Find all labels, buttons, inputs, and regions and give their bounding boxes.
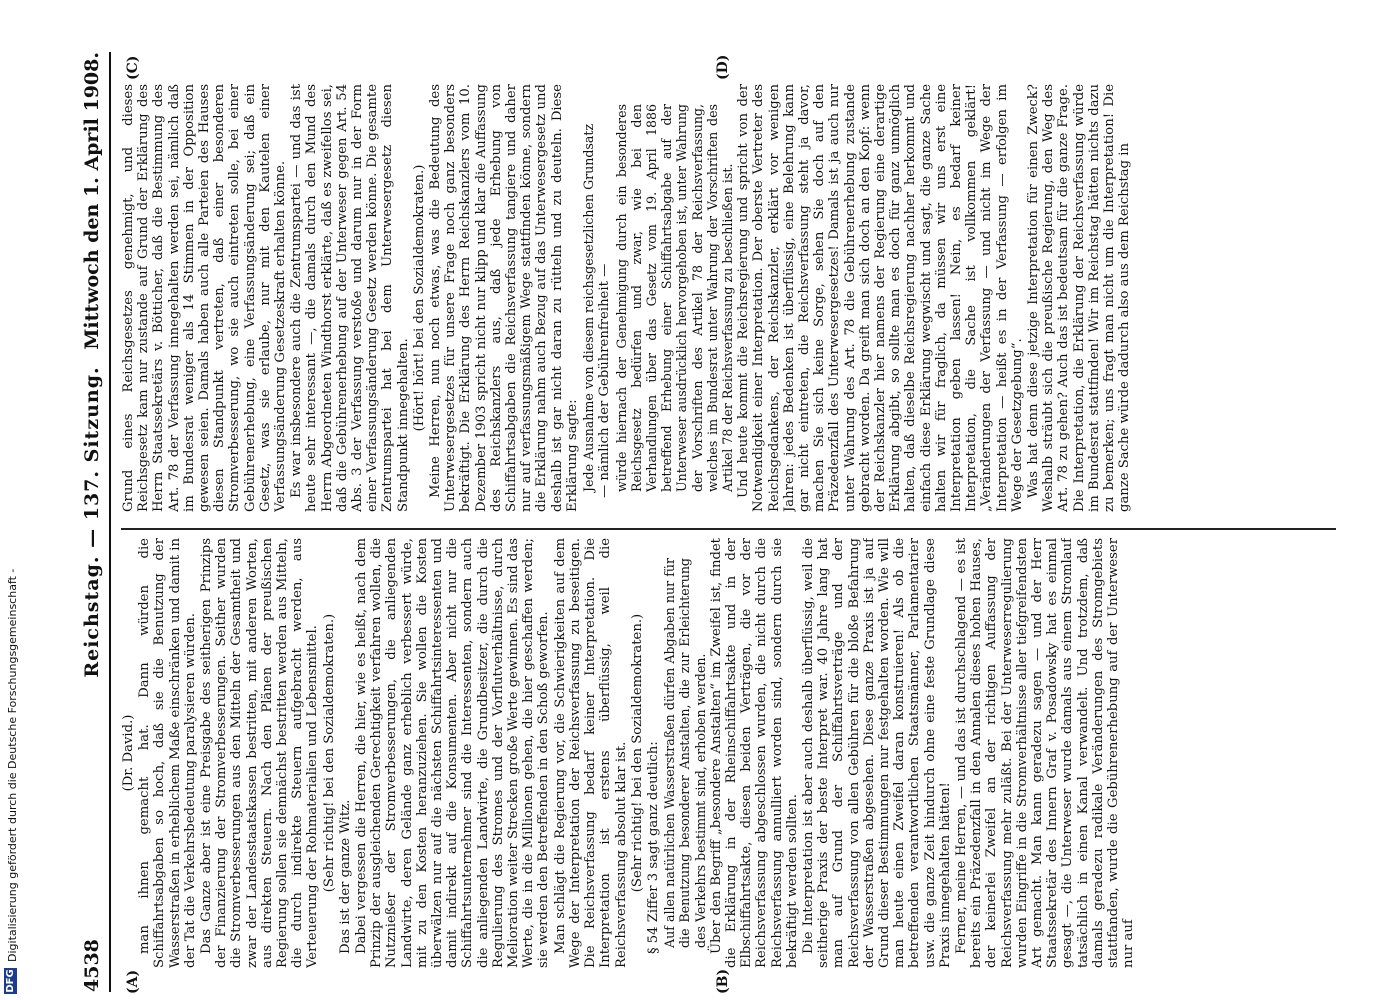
- paragraph: man ihnen gemacht hat. Dann würden die Schiffahrtsabgaben so hoch, daß sie die Benutzung der Wasserstraßen in erheblichem Maße einschränken und damit in der Tat die Verkehrsbedeutung paralysieren würden.: [137, 538, 198, 968]
- paragraph: Man schlägt die Regierung vor, die Schwierigkeiten auf dem Wege der Interpretation der Reichsverfassung zu beseitigen. Die Reichsverfassung bedarf keiner Interpretation. Die Interpretation ist erstens überflüssig, weil die Reichsverfassung absolut klar ist.: [552, 538, 629, 968]
- margin-marker-b: (B): [715, 968, 731, 994]
- paragraph: Grund eines Reichsgesetzes genehmigt, und dieses Reichsgesetz kam nur zustande auf Grund der Erklärung des Herrn Staatssekretärs v. Bötticher, daß die Bestimmung des Art. 78 der Verfassung innegehalten werden sei, nämlich daß im Bundesrat weniger als 14 Stimmen in der Opposition gewesen seien. Damals haben auch alle Parteien des Hauses diesen Standpunkt vertreten, daß einer besonderen Stromverbesserung, wo sie auch eintreten solle, bei einer Gebührenerhebung, eine Verfassungsänderung sei; daß ein Gesetz, was sie erlaube, nur mit den Kautelen einer Verfassungsänderung Gesetzeskraft erhalten könne.: [121, 84, 289, 512]
- newspaper-page: [75, 52, 1345, 992]
- paragraph: Es war insbesondere auch die Zentrumspartei — und das ist heute sehr interessant —, die damals durch den Mund des Herrn Abgeordneten Windthorst erklärte, daß es zweifellos sei, daß die Gebührenerhebung auf der Unterweser gegen Art. 54 Abs. 3 der Verfassung verstoße und darum nur in der Form einer Verfassungsänderung Gesetz werden könne. Die gesamte Zentrumspartei hat bei dem Unterwesergesetz diesen Standpunkt innegehalten.: [289, 84, 411, 512]
- paragraph: Das ist der ganze Witz.: [337, 799, 353, 954]
- session-date: Mittwoch den 1. April 1908.: [81, 52, 103, 350]
- block-quote: würde hiernach der Genehmigung durch ein besonderes Reichsgesetz bedürfen und zwar, wie bei den Verhandlungen über das Gesetz vom 19. April 1886 betreffend Erhebung einer Schiffahrtsabgabe auf der Unterweser ausdrücklich hervorgehoben ist, unter Wahrung der Vorschriften des Artikel 78 der Reichsverfassung, welches im Bundesrat unter Wahrung der Vorschriften des Artikel 78 der Reichsverfassung zu beschließen ist.: [613, 104, 735, 492]
- margin-marker-a: (A): [125, 969, 141, 994]
- footer-text: Digitalisierung gefördert durch die Deutsche Forschungsgemeinschaft -: [6, 568, 19, 962]
- margin-marker-c: (C): [125, 55, 141, 80]
- paragraph: Das Ganze aber ist eine Preisgabe des seitherigen Prinzips der Finanzierung der Stromverbesserungen. Seither wurden die Stromverbesserungen aus den Mitteln der Gesamtheit und zwar der Landesstaatskassen bestritten, mit anderen Worten, aus direkten Steuern. Nach den Plänen der preußischen Regierung sollen sie demnächst bestritten werden aus Mitteln, die durch indirekte Steuern aufgebracht werden, aus Verteuerung der Rohmaterialien und Lebensmittel.: [199, 538, 321, 968]
- block-quote: Auf allen natürlichen Wasserstraßen dürfen Abgaben nur für die Benutzung besonderer Anstalten, die zur Erleichterung des Verkehrs bestimmt sind, erhoben werden.: [662, 558, 708, 948]
- page-number: 4538: [81, 939, 103, 992]
- paragraph: Die Interpretation ist aber auch deshalb überflüssig, weil die seitherige Praxis der beste Interpret war. 40 Jahre lang hat man auf Grund der Schiffahrtsverträge und der Reichsverfassung von allen Gebühren für die bloße Befahrung der Wasserstraßen abgesehen. Diese ganze Praxis ist ja auf Grund dieser Bestimmungen nur festgehalten worden. Wie will man heute einen Zweifel daran konstruieren! Als ob die betreffenden verantwortlichen Staatsmänner, Parlamentarier usw. die ganze Zeit hindurch ohne eine feste Grundlage diese Praxis innegehalten hätten!: [800, 538, 953, 968]
- page-header: [75, 52, 111, 992]
- right-text-column: [121, 84, 1336, 512]
- paragraph: Über den Begriff „besondere Anstalten“ im Zweifel ist, findet die Erklärung in der Rheinschiffahrtsakte und in der Elbschiffahrtsakte, diesen beiden Verträgen, die vor der Reichsverfassung abgeschlossen wurden, die nicht durch die Reichsverfassung annulliert worden sind, sondern durch sie bekräftigt werden sollten.: [708, 538, 800, 968]
- column-divider: [121, 528, 1336, 530]
- page-title: Reichstag. — 137. Sitzung.: [81, 366, 103, 678]
- paragraph: Was hat denn diese jetzige Interpretation für einen Zweck? Weshalb sträubt sich die preußische Regierung, den Weg des Art. 78 zu gehen? Auch das ist bedeutsam für die ganze Frage. Die Interpretation, die Erklärung der Reichsverfassung würde im Bundesrat stattfinden! Wir im Reichstag hätten nichts dazu zu bemerken; uns fragt man nicht um die Interpretation! Die ganze Sache würde dadurch also aus dem Reichstag in: [1025, 84, 1133, 512]
- interjection: (Hört! hört! bei den Sozialdemokraten.): [411, 164, 427, 432]
- paragraph: Und heute kommt die Reichsregierung und spricht von der Notwendigkeit einer Interpretation. Der oberste Vertreter des Reichsgedankens, der Reichskanzler, erklärt vor wenigen Jahren: jedes Bedenken ist überflüssig, eine Belehrung kann gar nicht eintreten, die Reichsverfassung steht ja davor, machen Sie sich keine Sorge, sehen Sie doch auf den Präzedenzfall des Unterwesergesetzes! Damals ist ja auch nur unter Wahrung des Art. 78 die Gebührenerhebung zustande gebracht worden. Da greift man sich doch an den Kopf: wenn der Reichskanzler hier namens der Regierung eine derartige Erklärung abgibt, so sollte man es doch für ganz unmöglich halten, daß dieselbe Reichsregierung nachher herkommt und einfach diese Erklärung wegwischt und sagt, die ganze Sache halten wir für fraglich, da müssen wir uns erst eine Interpretation geben lassen! Nein, es bedarf keiner Interpretation, die Sache ist vollkommen geklärt! „Veränderungen der Verfassung — und nicht im Wege der Interpretation — heißt es in der Verfassung — erfolgen im Wege der Gesetzgebung“.: [736, 84, 1025, 512]
- interjection: (Sehr richtig! bei den Sozialdemokraten.): [629, 613, 645, 893]
- left-text-column: [121, 538, 1336, 968]
- paragraph: — nämlich der Gebührenfreiheit —: [597, 263, 613, 498]
- digitization-footer: [0, 0, 22, 1000]
- paragraph: § 54 Ziffer 3 sagt ganz deutlich:: [645, 741, 661, 954]
- speaker-label: (Dr. David.): [121, 714, 136, 792]
- dfg-logo: DFG: [5, 969, 16, 993]
- paragraph: Ferner, meine Herren, — und das ist durchschlagend — es ist bereits ein Präzedenzfall in den Annalen dieses hohen Hauses, der keinerlei Zweifel an der richtigen Auffassung der Reichsverfassung mehr zuläßt. Bei der Unterweserregulierung wurden Eingriffe in die Stromverhältnisse aller tiefgreifendsten Art gemacht. Man kann geradezu sagen — und der Herr Staatssekretär des Innern Graf v. Posadowsky hat es einmal gesagt —, die Unterweser wurde damals aus einem Stromlauf tatsächlich in einen Kanal verwandelt. Und trotzdem, daß damals geradezu radikale Veränderungen des Stromgebiets stattfanden, wurde die Gebührenerhebung auf der Unterweser nur auf: [953, 538, 1137, 968]
- margin-marker-d: (D): [715, 54, 731, 80]
- paragraph: Dabei vergessen die Herren, die hier, wie es heißt, nach dem Prinzip der ausgleichenden Gerechtigkeit verfahren wollen, die Nutznießer der Stromverbesserungen, die anliegenden Landwirte, deren Gelände ganz erheblich verbessert würde, mit zu den Kosten heranzuziehen. Sie wollen die Kosten überwälzen nur auf die nächsten Schiffahrtsinteressenten und damit indirekt auf die Konsumenten. Aber nicht nur die Schiffahrtsunternehmer sind die Interessenten, sondern auch die anliegenden Landwirte, die Grundbesitzer, die durch die Regulierung des Stromes und der Vorflutverhältnisse, durch Melioration weiter Strecken große Werte gewinnen. Es sind das Werte, die in die Millionen gehen, die hier geschaffen werden; sie werden den Betreffenden in den Schoß geworfen.: [354, 538, 552, 968]
- block-quote: Jede Ausnahme von diesem reichsgesetzlichen Grundsatz: [581, 123, 597, 492]
- paragraph: Meine Herren, nun noch etwas, was die Bedeutung des Unterwesergesetzes für unsere Frage noch ganz besonders bekräftigt. Die Erklärung des Herrn Reichskanzlers vom 10. Dezember 1903 spricht nicht nur klipp und klar die Auffassung des Reichskanzlers aus, daß jede Erhebung von Schiffahrtsabgaben die Reichsverfassung tangiere und daher nur auf verfassungsmäßigem Wege stattfinden könne, sondern die Erklärung nahm auch Bezug auf das Unterwesergesetz und deshalb ist gar nicht daran zu rütteln und zu deuteln. Diese Erklärung sagte:: [428, 84, 580, 512]
- interjection: (Sehr richtig! bei den Sozialdemokraten.): [321, 613, 337, 893]
